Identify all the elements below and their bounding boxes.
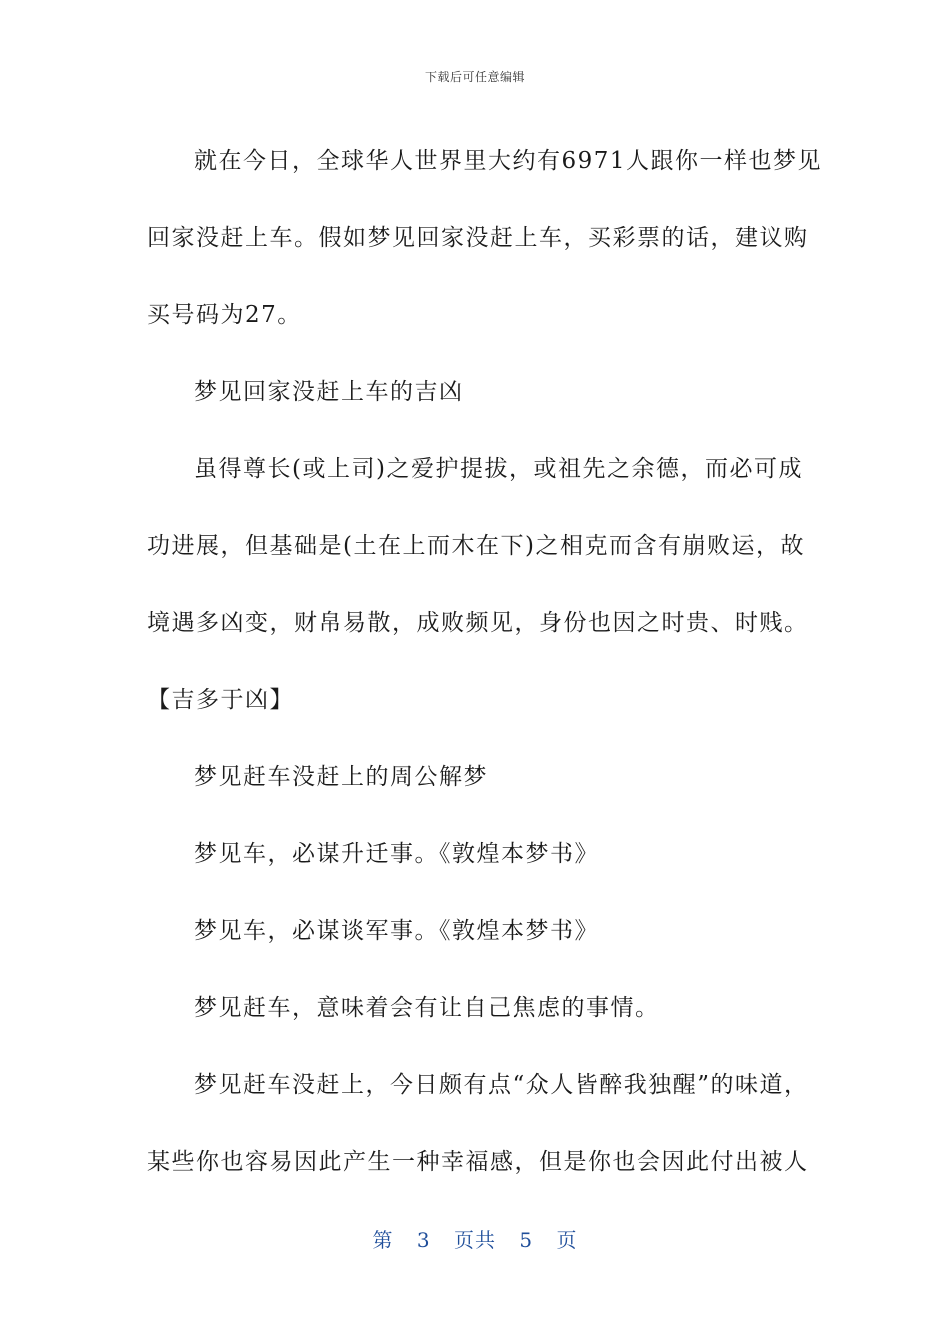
paragraph-line: 买号码为27。 <box>147 302 302 328</box>
paragraph-line: 梦见车，必谋谈军事。《敦煌本梦书》 <box>194 918 599 944</box>
page-footer <box>0 1224 950 1253</box>
paragraph-line: 梦见车，必谋升迁事。《敦煌本梦书》 <box>194 841 599 867</box>
section-heading: 梦见赶车没赶上的周公解梦 <box>194 764 488 790</box>
fortune-verdict: 【吉多于凶】 <box>147 687 294 713</box>
paragraph-line: 梦见赶车没赶上，今日颇有点“众人皆醉我独醒”的味道， <box>194 1072 809 1098</box>
header-note: 下载后可任意编辑 <box>424 70 525 84</box>
section-heading: 梦见回家没赶上车的吉凶 <box>194 379 464 405</box>
paragraph-line: 回家没赶上车。假如梦见回家没赶上车，买彩票的话，建议购 <box>147 225 809 251</box>
paragraph-line: 就在今日，全球华人世界里大约有6971人跟你一样也梦见 <box>194 148 823 174</box>
document-body <box>147 123 823 1201</box>
footer-current-page: 3 <box>416 1228 431 1252</box>
footer-label-end: 页 <box>556 1228 578 1252</box>
footer-label-page: 第 <box>372 1228 394 1252</box>
footer-total-pages: 5 <box>519 1228 534 1252</box>
paragraph-line: 梦见赶车，意味着会有让自己焦虑的事情。 <box>194 995 660 1021</box>
paragraph-line: 境遇多凶变，财帛易散，成败频见，身份也因之时贵、时贱。 <box>147 610 809 636</box>
paragraph-line: 虽得尊长(或上司)之爱护提拔，或祖先之余德，而必可成 <box>194 456 803 482</box>
footer-label-of: 页共 <box>454 1228 496 1252</box>
paragraph-line: 某些你也容易因此产生一种幸福感，但是你也会因此付出被人 <box>147 1149 809 1175</box>
paragraph-line: 功进展，但基础是(土在上而木在下)之相克而含有崩败运，故 <box>147 533 805 559</box>
